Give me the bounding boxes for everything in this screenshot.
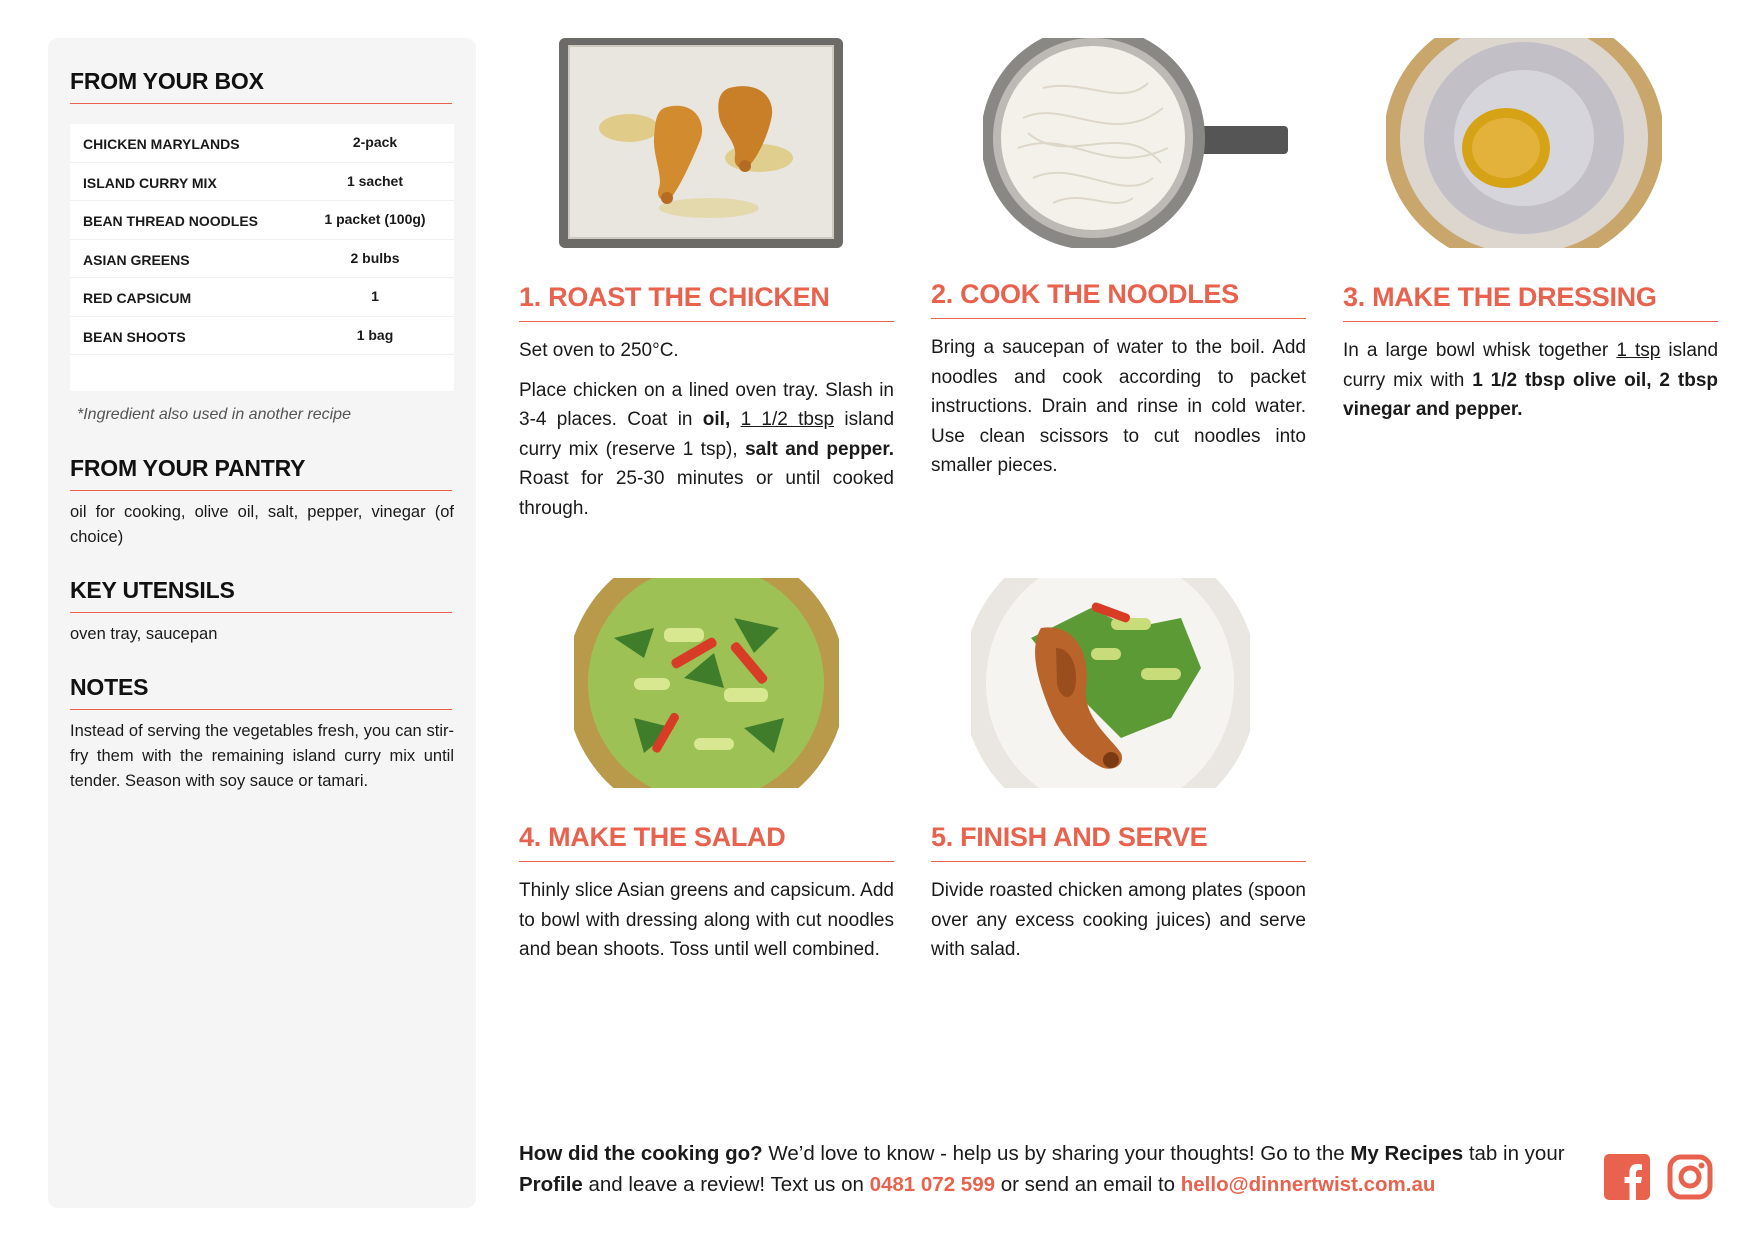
table-row <box>70 201 454 240</box>
text: island curry mix with <box>1343 340 1719 391</box>
step-1-paragraph-2 <box>519 376 894 524</box>
phone-number-link[interactable]: 0481 072 599 <box>869 1173 995 1196</box>
step-4-title: 4. MAKE THE SALAD <box>519 822 894 862</box>
step-3-text <box>1343 336 1718 425</box>
step-1 <box>519 38 894 538</box>
from-your-box-title: FROM YOUR BOX <box>70 68 452 104</box>
finished-dish-photo <box>971 578 1250 788</box>
feedback-message <box>519 1138 1579 1200</box>
ingredient-name: BEAN THREAD NOODLES <box>83 213 259 229</box>
step-5-text: Divide roasted chicken among plates (spoon over any excess cooking juices) and serve with salad. <box>931 880 1306 960</box>
step-4-text: Thinly slice Asian greens and capsicum. Add to bowl with dressing along with cut noodles and bean shoots. Toss until well combined. <box>519 880 894 960</box>
email-link[interactable]: hello@dinnertwist.com.au <box>1180 1173 1436 1196</box>
step-1-title: 1. ROAST THE CHICKEN <box>519 282 894 322</box>
noodles-photo <box>983 38 1288 248</box>
roast-chicken-photo <box>559 38 843 248</box>
table-row <box>70 124 454 163</box>
profile-name: Profile <box>519 1173 583 1196</box>
text: or send an email to <box>995 1173 1181 1196</box>
table-row <box>70 317 454 356</box>
bold-text: 1 1/2 tbsp olive oil, 2 tbsp vinegar and pepper. <box>1343 369 1718 420</box>
step-2-title: 2. COOK THE NOODLES <box>931 279 1306 319</box>
pantry-title: FROM YOUR PANTRY <box>70 455 452 491</box>
table-row <box>70 278 454 317</box>
table-row <box>70 240 454 279</box>
ingredient-name: ASIAN GREENS <box>83 251 190 268</box>
ingredient-name: RED CAPSICUM <box>83 290 192 306</box>
dressing-photo <box>1386 38 1662 248</box>
bold-text: salt and pepper. <box>745 438 894 460</box>
text <box>730 409 740 430</box>
utensils-text: oven tray, saucepan <box>70 625 218 643</box>
underlined-text: 1 1/2 tbsp <box>740 409 835 430</box>
ingredient-qty: 2 bulbs <box>350 249 400 266</box>
step-1-text <box>519 336 894 533</box>
text: We’d love to know - help us by sharing your thoughts! Go to the <box>762 1142 1351 1165</box>
text: and leave a review! Text us on <box>582 1173 870 1196</box>
table-row <box>70 163 454 202</box>
ingredient-name: CHICKEN MARYLANDS <box>83 136 240 152</box>
my-recipes-tab-name: My Recipes <box>1350 1142 1464 1165</box>
step-3 <box>1343 38 1718 538</box>
feedback-question: How did the cooking go? <box>519 1142 763 1165</box>
text: tab in your <box>1463 1142 1565 1165</box>
ingredient-qty: 1 <box>371 288 379 304</box>
notes-title: NOTES <box>70 674 452 710</box>
text: In a large bowl whisk together <box>1343 340 1617 361</box>
instagram-icon[interactable] <box>1667 1154 1713 1205</box>
notes-text: Instead of serving the vegetables fresh, you can stir-fry them with the remaining island curry mix until tender. Season with soy sauce or tamari. <box>70 722 454 790</box>
step-2 <box>931 38 1306 538</box>
step-3-title: 3. MAKE THE DRESSING <box>1343 282 1718 322</box>
text: island curry mix (reserve 1 tsp), <box>519 409 895 460</box>
underlined-text: 1 tsp <box>1616 340 1661 361</box>
step-5 <box>931 578 1306 1008</box>
ingredients-sidebar <box>48 38 476 1208</box>
ingredient-name: ISLAND CURRY MIX <box>83 174 217 191</box>
table-row-empty <box>70 355 454 391</box>
text: Roast for 25-30 minutes or until cooked through. <box>519 468 894 519</box>
facebook-icon[interactable] <box>1604 1154 1650 1205</box>
ingredient-name: BEAN SHOOTS <box>83 328 186 345</box>
text: Place chicken on a lined oven tray. Slash in 3-4 places. Coat in <box>519 379 894 430</box>
step-1-paragraph-1: Set oven to 250°C. <box>519 340 679 361</box>
ingredients-table <box>70 124 454 391</box>
ingredient-qty: 1 sachet <box>346 172 404 189</box>
ingredient-qty: 1 bag <box>356 326 394 343</box>
utensils-title: KEY UTENSILS <box>70 577 452 613</box>
ingredient-qty: 2-pack <box>352 134 398 150</box>
pantry-text: oil for cooking, olive oil, salt, pepper, vinegar (of choice) <box>70 503 454 546</box>
ingredient-qty: 1 packet (100g) <box>324 211 426 227</box>
salad-photo <box>574 578 839 788</box>
step-4 <box>519 578 894 1008</box>
bold-text: oil, <box>702 409 731 430</box>
step-2-text: Bring a saucepan of water to the boil. Add noodles and cook according to packet instructions. Drain and rinse in cold water. Use clean scissors to cut noodles into smaller pieces. <box>931 337 1306 476</box>
step-5-title: 5. FINISH AND SERVE <box>931 822 1306 862</box>
ingredient-footnote: *Ingredient also used in another recipe <box>77 406 351 423</box>
